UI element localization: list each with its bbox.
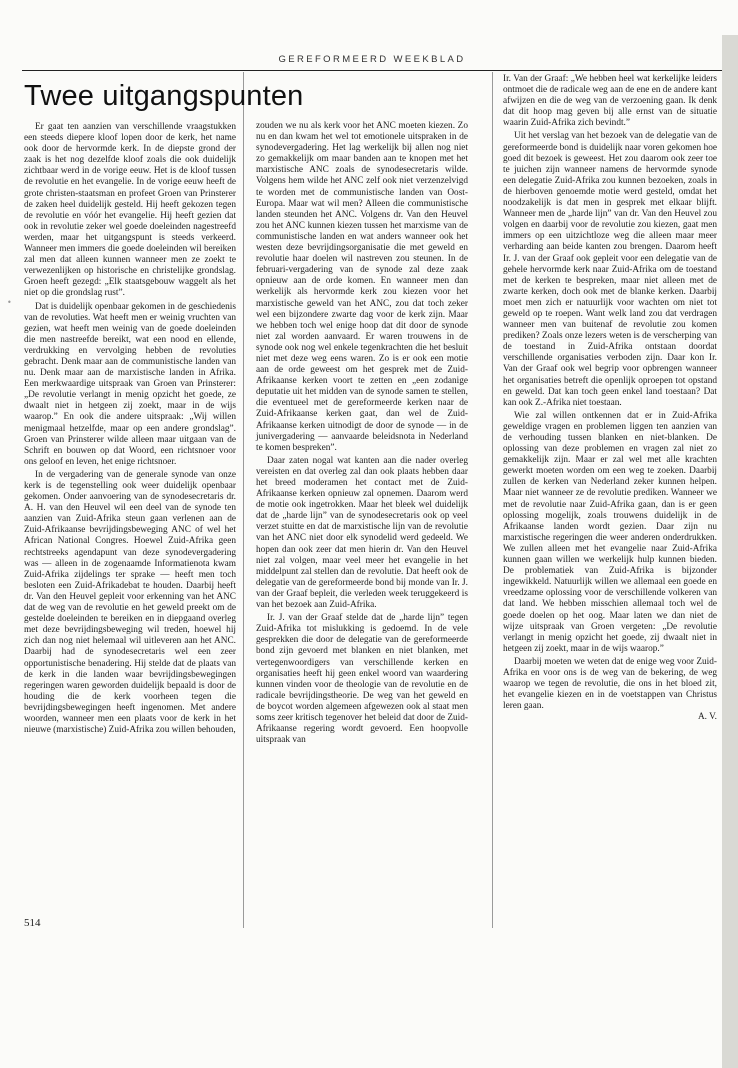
header-rule [22,70,722,71]
page-edge [722,35,738,1068]
column-divider [492,72,493,928]
article-title: Twee uitgangspunten [24,80,304,112]
paragraph: Daar zaten nogal wat kanten aan die nader overleg vereisten en dat overleg zal dan ook plaats hebben daar het breed moderamen het contact met de Zuid-Afrikaanse kerken opnieuw zal opnemen. Daarom werd de motie ook ingetrokken. Maar het bleek wel duidelijk dat de „harde lijn” van de synodesecretaris ook op veel verzet stuitte en dat de marxistische lijn van de revolutie van het ANC niet door elk synodelid werd gedeeld. We hopen dan ook zeer dat men hierin dr. Van den Heuvel niet zal volgen, maar veel meer het evangelie in het middelpunt zal stellen dan de revolutie. Dat heeft ook de delegatie van de gereformeerde bond bij monde van Ir. J. van der Graaf bepleit, die verleden week teruggekeerd is van het bezoek aan Zuid-Afrika. [256,455,468,611]
article-column-1 [24,122,236,736]
margin-mark: • [7,298,12,307]
paragraph: Daarbij moeten we weten dat de enige weg voor Zuid-Afrika en voor ons is de weg van de bekering, de weg waarop we tegen de revolutie, die ons in het bloed zit, het evangelie kiezen en in de voetstappen van Christus leren gaan. [503,656,717,712]
paragraph: Dat is duidelijk openbaar gekomen in de geschiedenis van de revoluties. Wat heeft men er weinig vruchten van gezien, wat heeft men weinig van de goede doeleinden die men nastreefde bereikt, wat een nood en ellende, verdrukking en vervolging hebben de revoluties gebracht. Denk maar aan de communistische landen van nu. Denk maar aan de marxistische landen in Afrika. Een merkwaardige uitspraak van Groen van Prinsterer: „De revolutie verlangt in menig opzicht het goede, ze dwaalt niet in hetgeen zij zoekt, maar in de wijs waarop.” En ook die andere uitspraak: „Wij willen menigmaal hetzelfde, maar op een andere grondslag”. Groen van Prinsterer wilde alleen maar uitgaan van de Schrift en bouwen op dat Woord, een richtsnoer voor ons geloof en leven, het enige richtsnoer. [24,301,236,467]
paragraph: Er gaat ten aanzien van verschillende vraagstukken een steeds diepere kloof lopen door de kerk, het name ook door de hervormde kerk. In de diepste grond der zaak is het nog dezelfde kloof zoals die ook duidelijk zichtbaar werd in de vorige eeuw. Het is de kloof tussen de revolutie en het evangelie. In de vorige eeuw heeft de grote christen-staatsman en profeet Groen van Prinsterer de zaken heel duidelijk gesteld. Hij heeft gekozen tegen de revolutie en vóór het evangelie. Hij heeft gezien dat ook in revolutie zeker wel goede doeleinden nagestreefd werden, maar het uitgangspunt is steeds verkeerd. Wanneer men immers die goede doeleinden wil bereiken zal men dat alleen kunnen wanneer men ze zoekt te verwezenlijken op historische en christelijke grondslag. Groen heeft gezegd: „Elk staatsgebouw waggelt als het niet op die grondslag rust”. [24,122,236,299]
article-column-3 [503,74,717,723]
column-divider [243,72,244,928]
paragraph: Ir. Van der Graaf: „We hebben heel wat kerkelijke leiders ontmoet die de radicale weg aan de ene en de andere kant afwijzen en die de weg van de verzoening gaan. Ik denk dat dit hoop mag geven bij alle ernst van de situatie waarin Zuid-Afrika zich bevindt.” [503,74,717,129]
publication-header: GEREFORMEERD WEEKBLAD [278,54,466,65]
paragraph: Ir. J. van der Graaf stelde dat de „harde lijn” tegen Zuid-Afrika tot mislukking is gedoemd. In de vele gesprekken die door de delegatie van de gereformeerde bond zijn gevoerd met blanken en niet blanken, met vertegenwoordigers van verschillende kerken en organisaties heeft hij geen enkel woord van waardering kunnen vinden voor de theologie van de revolutie en de radicale bevrijdingstheorie. De weg van het geweld en de boycot worden algemeen afgewezen ook al staat men soms zeer kritisch tegenover het beleid dat door de Zuid-Afrikaanse regering wordt gevoerd. Een hoopvolle uitspraak van [256,613,468,746]
paragraph: zouden we nu als kerk voor het ANC moeten kiezen. Zo nu en dan kwam het wel tot emotionele uitspraken in de synodevergadering. Het lag werkelijk bij allen nog niet zo gemakkelijk om maar banden aan te knopen met het marxistische ANC zoals de synodesecretaris wilde. Volgens hem wilde het ANC zelf ook niet verzenzelvigd te worden met de communistische landen van Oost-Europa. Maar wat wil men? Alleen die communistische landen steunden het ANC. Volgens dr. Van den Heuvel zou het ANC kunnen kiezen tussen het marxisme van de communistische landen en wat anders wanneer ook het westen deze bevrijdingsorganisatie die met geweld en revolutie haar doelen wil nastreven zou steunen. In de februari-vergadering van de synode zal deze zaak opnieuw aan de orde komen. En wanneer men dan werkelijk als hervormde kerk zou kiezen voor het marxistische geweld van het ANC, zou dat toch zeker wel een bijzondere zwarte dag voor de kerk zijn. Maar we hebben toch wel enige hoop dat dit door de synode niet zal worden aanvaard. Er waren trouwens in de synode ook nog wel enkele tegenkrachten die het besluit niet met deze weg eens waren. Zo is er ook een motie aan de orde geweest om het gesprek met de Zuid-Afrikaanse kerken voort te zetten en „een zodanige deputatie uit het midden van de synode samen te stellen, die eventueel met de gereformeerde kerken naar de Zuid-Afrikaanse kerken gaat, dan wel de Zuid-Afrikaanse kerken uitnodigt de door de synode — in de junivergadering — aanvaarde beleidsnota in Nederland te komen bespreken”. [256,121,468,453]
paragraph: In de vergadering van de generale synode van onze kerk is de tegenstelling ook weer duidelijk openbaar gekomen. Onder aanvoering van de synodesecretaris dr. A. H. van den Heuvel wil een deel van de synode ten aanzien van Zuid-Afrika steun gaan verlenen aan de Zuid-Afrikaanse bevrijdingsbeweging ANC of wel het African National Congres. Hoewel Zuid-Afrika geen rechtstreeks agendapunt van deze synodevergadering was — alleen in de zogenaamde Informatienota kwam Zuid-Afrika zijdelings ter sprake — heeft men toch besloten een Zuid-Afrikadebat te houden. Daarbij heeft dr. Van den Heuvel gepleit voor erkenning van het ANC dat de weg van de revolutie en het geweld preekt om de gestelde doeleinden te bereiken en in diepgaand overleg met deze bevrijdingsbeweging wil treden, hoewel hij zich dan nog niet helemaal wil uitleveren aan het ANC. Daarbij had de synodesecretaris wel een zeer opportunistische benadering. Hij stelde dat de plaats van de kerk in die landen waar bevrijdingsbewegingen regeringen waren geworden duidelijk bepaald is door de houding die de kerk voorheen tegen die bevrijdingsbewegingen heeft ingenomen. Met andere woorden, wanneer men een plaats voor de kerk in het nieuwe (marxistische) Zuid-Afrika zou willen behouden, [24,469,236,736]
page-number: 514 [24,917,41,929]
author-signature: A. V. [697,712,717,723]
paragraph: Uit het verslag van het bezoek van de delegatie van de gereformeerde bond is duidelijk naar voren gekomen hoe goed dit bezoek is geweest. Het zou daarom ook zeer toe te juichen zijn wanneer namens de hervormde synode een delegatie Zuid-Afrika zou kunnen bezoeken, zoals in de hierboven genoemde motie werd gesteld, omdat het noodzakelijk is dat men in gesprek met elkaar blijft. Wanneer men de „harde lijn” van dr. Van den Heuvel zou volgen en daarbij voor de revolutie zou kiezen, gaat men immers op een uitzichtloze weg die alleen maar meer verharding aan beide kanten zou brengen. Daarom heeft Ir. J. van der Graaf ook gepleit voor een delegatie van de gehele hervormde kerk naar Zuid-Afrika om de toestand met de kerken te bespreken, maar niet alleen met de zwarte kerken, doch ook met de blanke kerken. Daarbij moet men zich er natuurlijk voor wachten om niet tot geweld op te roepen. Want welk land zou dat verdragen wanneer men van buitenaf de revolutie zou komen prediken? Zoals onze lezers weten is de verscherping van de toestand in Zuid-Afrika ontstaan doordat verschillende organisaties verboden zijn. Daar kon Ir. Van der Graaf ook wel begrip voor opbrengen wanneer het organisaties betreft die openlijk oproepen tot opstand en geweld. Dat kan toch geen enkel land toestaan? Dat kan ook Z.-Afrika niet toestaan. [503,131,717,408]
paragraph: Wie zal willen ontkennen dat er in Zuid-Afrika geweldige vragen en problemen liggen ten aanzien van de verhouding tussen blanken en niet-blanken. De oplossing van deze problemen en vragen zal niet zo gemakkelijk zijn. Maar er zal wel met alle krachten gewerkt moeten worden om een weg te zoeken. Daarbij zullen de kerken van Nederland zeker kunnen helpen. Maar niet wanneer ze de revolutie prediken. Wanneer we met de revolutie naar Zuid-Afrika gaan, dan is er geen oplossing mogelijk, zoals trouwens duidelijk in de Afrikaanse landen wordt gezien. Daar zijn nu marxistische regeringen die weer anderen onderdrukken. We zullen alleen met het evangelie naar Zuid-Afrika kunnen gaan willen we werkelijk hulp kunnen bieden. De problematiek van Zuid-Afrika is bijzonder ingewikkeld. Natuurlijk willen we allemaal een goede en vreedzame oplossing voor de verschillende volkeren van dat land. We hebben misschien allemaal toch wel de goede doelen op het oog. Maar laten we dan niet de wijze uitspraak van Groen vergeten: „De revolutie verlangt in menig opzicht het goede, zij dwaalt niet in hetgeen zij zoekt, maar in de wijs waarop.” [503,410,717,654]
article-column-2 [256,121,468,746]
